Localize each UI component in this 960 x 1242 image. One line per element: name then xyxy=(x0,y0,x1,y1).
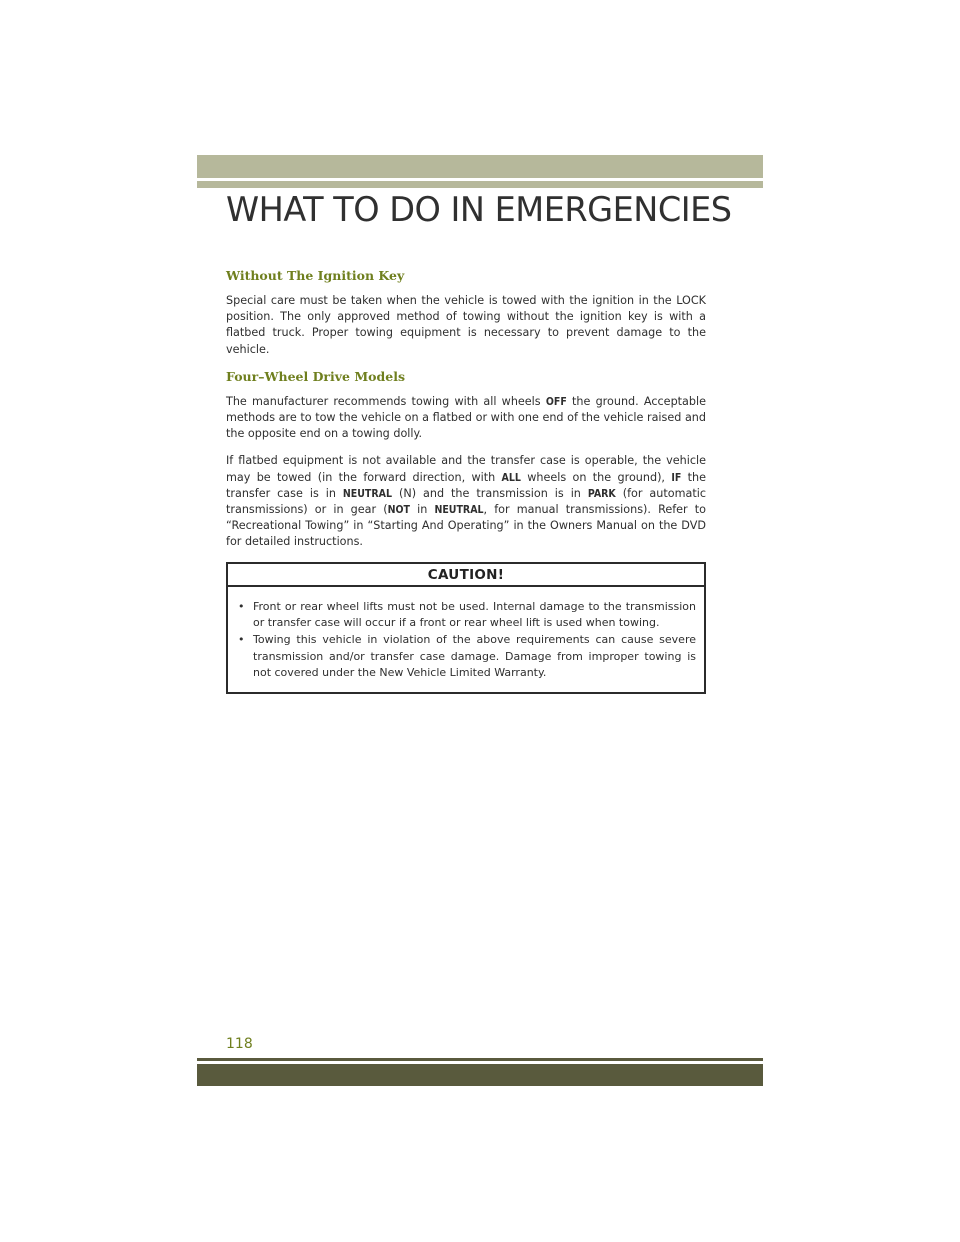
keyword-off: OFF xyxy=(545,395,567,408)
footer-rule xyxy=(197,1058,763,1061)
keyword-if: IF xyxy=(671,471,682,484)
page-number: 118 xyxy=(226,1036,253,1052)
paragraph-flatbed-alternative: If flatbed equipment is not available and the transfer case is operable, the vehicle may be towed (in the forward direction, with ALL wheels on the ground), IF the transfer case is in NEUTRAL (N) and the transmission is in PARK (for automatic transmissions) or in gear (NOT in NEUTRAL, for manual transmissions). Refer to “Recreational Towing” in “Starting And Operating” in the Owners Manual on the DVD for detailed instructions. xyxy=(226,454,707,549)
subheading-without-ignition-key: Without The Ignition Key xyxy=(226,268,405,283)
caution-item: • Front or rear wheel lifts must not be used. Internal damage to the transmission or transfer case will occur if a front or rear wheel lift is used when towing. xyxy=(238,599,696,629)
keyword-neutral-manual: NEUTRAL xyxy=(434,504,484,517)
section-title: WHAT TO DO IN EMERGENCIES xyxy=(226,190,732,229)
keyword-neutral: NEUTRAL xyxy=(342,487,392,500)
header-rule xyxy=(197,181,763,188)
page-content xyxy=(226,268,706,694)
keyword-all: ALL xyxy=(501,471,521,484)
caution-item: • Towing this vehicle in violation of the above requirements can cause severe transmission and/or transfer case damage. Damage from improper towing is not covered under the New Vehicle Limited Warranty. xyxy=(238,633,696,679)
bullet-icon: • xyxy=(238,599,245,613)
paragraph-towing-recommendation: The manufacturer recommends towing with all wheels OFF the ground. Acceptable methods are to tow the vehicle on a flatbed or with one end of the vehicle raised and the opposite end on a towing dolly. xyxy=(226,394,707,441)
bullet-icon: • xyxy=(238,633,245,647)
keyword-not: NOT xyxy=(387,504,410,517)
header-band xyxy=(197,155,763,178)
paragraph-ignition-key: Special care must be taken when the vehicle is towed with the ignition in the LOCK position. The only approved method of towing without the ignition key is with a flatbed truck. Proper towing equipment is necessary to prevent damage to the vehicle. xyxy=(226,294,706,356)
keyword-park: PARK xyxy=(587,487,616,500)
caution-box xyxy=(226,562,706,694)
caution-title: CAUTION! xyxy=(228,564,704,587)
subheading-four-wheel-drive: Four–Wheel Drive Models xyxy=(226,368,405,384)
caution-list xyxy=(228,587,704,692)
footer-band xyxy=(197,1064,763,1086)
